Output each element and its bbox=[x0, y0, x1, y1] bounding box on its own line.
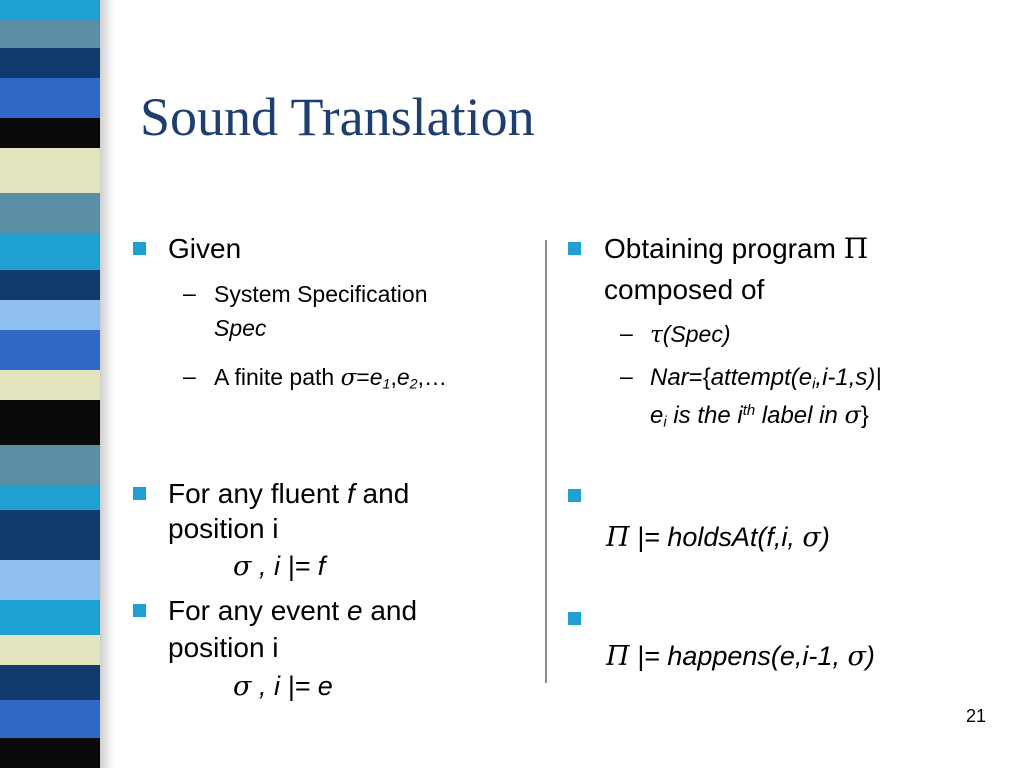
sup-th: th bbox=[742, 402, 756, 419]
stripe bbox=[0, 600, 100, 635]
comma: , bbox=[390, 364, 397, 390]
stripe bbox=[0, 20, 100, 48]
event-formula bbox=[233, 668, 333, 705]
close-paren: ) bbox=[820, 522, 830, 552]
event-item-line2: position i bbox=[168, 632, 279, 663]
spec-text: (Spec) bbox=[662, 321, 731, 347]
sigma-symbol: σ bbox=[233, 671, 252, 702]
tau-spec bbox=[650, 318, 730, 351]
pi-symbol: Π bbox=[606, 641, 630, 672]
dash-marker: – bbox=[183, 280, 196, 306]
bullet-square-icon bbox=[133, 604, 146, 617]
nar-text: Nar bbox=[650, 364, 689, 391]
stripe bbox=[0, 635, 100, 665]
happens-formula bbox=[606, 638, 875, 675]
attempt-rest: ,i-1,s)| bbox=[815, 364, 882, 391]
program-line2: composed of bbox=[604, 274, 765, 305]
stripe bbox=[0, 193, 100, 233]
stripe bbox=[0, 510, 100, 560]
label-in-text: label in bbox=[755, 402, 845, 429]
stripe bbox=[0, 78, 100, 118]
sub-item-spec: Spec bbox=[214, 315, 267, 341]
stripe bbox=[0, 700, 100, 738]
attempt-text: attempt(e bbox=[710, 364, 813, 391]
bullet-square-icon bbox=[568, 489, 581, 502]
stripe-column bbox=[0, 0, 100, 768]
equals-sign: = bbox=[356, 364, 370, 390]
fluent-formula-text: , i |= f bbox=[251, 551, 326, 581]
fluent-text-end: and bbox=[354, 478, 410, 509]
stripe bbox=[0, 233, 100, 270]
event-item-line1 bbox=[168, 593, 417, 629]
event-text-end: and bbox=[362, 595, 418, 626]
slide-title: Sound Translation bbox=[140, 87, 535, 147]
bullet-square-icon bbox=[568, 612, 581, 625]
sub-1: 1 bbox=[382, 376, 391, 393]
finite-path-text: A finite path bbox=[214, 364, 341, 390]
ellipsis: ,… bbox=[417, 364, 447, 390]
pi-symbol: Π bbox=[606, 522, 630, 553]
sub-i: i bbox=[663, 414, 667, 431]
nar-line2 bbox=[650, 399, 869, 432]
close-brace: } bbox=[860, 402, 869, 429]
stripe bbox=[0, 370, 100, 400]
stripe bbox=[0, 445, 100, 485]
sigma-symbol: σ bbox=[844, 401, 861, 429]
dash-marker: – bbox=[620, 320, 633, 346]
e-var: e bbox=[650, 402, 664, 429]
e-var: e bbox=[346, 595, 363, 626]
is-the-text: is the i bbox=[666, 402, 743, 429]
stripe bbox=[0, 270, 100, 300]
tau-symbol: τ bbox=[650, 322, 663, 348]
stripe bbox=[0, 560, 100, 600]
program-line1 bbox=[604, 231, 868, 267]
event-formula-text: , i |= e bbox=[251, 671, 333, 701]
program-text: Obtaining program bbox=[604, 233, 844, 264]
f-var: f bbox=[346, 478, 355, 509]
page-number: 21 bbox=[966, 706, 987, 726]
bullet-square-icon bbox=[133, 242, 146, 255]
sigma-symbol: σ bbox=[802, 522, 821, 553]
stripe bbox=[0, 485, 100, 510]
stripe bbox=[0, 0, 100, 20]
holds-text: |= holdsAt(f,i, bbox=[629, 522, 803, 552]
e-var: e bbox=[396, 364, 410, 390]
nar-line1 bbox=[650, 362, 882, 394]
column-divider bbox=[545, 240, 547, 683]
event-text: For any event bbox=[168, 595, 347, 626]
given-label: Given bbox=[168, 233, 242, 264]
e-var: e bbox=[369, 364, 383, 390]
holds-formula bbox=[606, 519, 830, 556]
fluent-item-line2: position i bbox=[168, 513, 279, 544]
stripe bbox=[0, 148, 100, 193]
sub-item-system-spec: System Specification bbox=[214, 281, 428, 307]
fluent-item-line1 bbox=[168, 476, 409, 512]
fluent-formula bbox=[233, 548, 325, 585]
happens-text: |= happens(e,i-1, bbox=[629, 641, 848, 671]
dash-marker: – bbox=[620, 363, 633, 389]
stripe bbox=[0, 48, 100, 78]
stripe bbox=[0, 738, 100, 768]
bullet-square-icon bbox=[133, 487, 146, 500]
close-paren: ) bbox=[865, 641, 875, 671]
sub-2: 2 bbox=[409, 376, 418, 393]
stripe bbox=[0, 118, 100, 148]
stripe bbox=[0, 300, 100, 330]
decorative-stripe-border bbox=[0, 0, 120, 768]
fluent-text: For any fluent bbox=[168, 478, 347, 509]
stripe bbox=[0, 665, 100, 700]
stripe bbox=[0, 400, 100, 445]
stripe bbox=[0, 330, 100, 370]
sigma-symbol: σ bbox=[233, 551, 252, 582]
eq-brace: ={ bbox=[688, 364, 711, 391]
sigma-symbol: σ bbox=[847, 641, 866, 672]
dash-marker: – bbox=[183, 363, 196, 389]
sigma-symbol: σ bbox=[340, 365, 357, 391]
sub-i: i bbox=[812, 376, 816, 393]
pi-symbol: Π bbox=[843, 232, 869, 265]
sub-item-finite-path bbox=[214, 361, 447, 394]
stripe-shadow bbox=[100, 0, 114, 768]
bullet-square-icon bbox=[568, 242, 581, 255]
